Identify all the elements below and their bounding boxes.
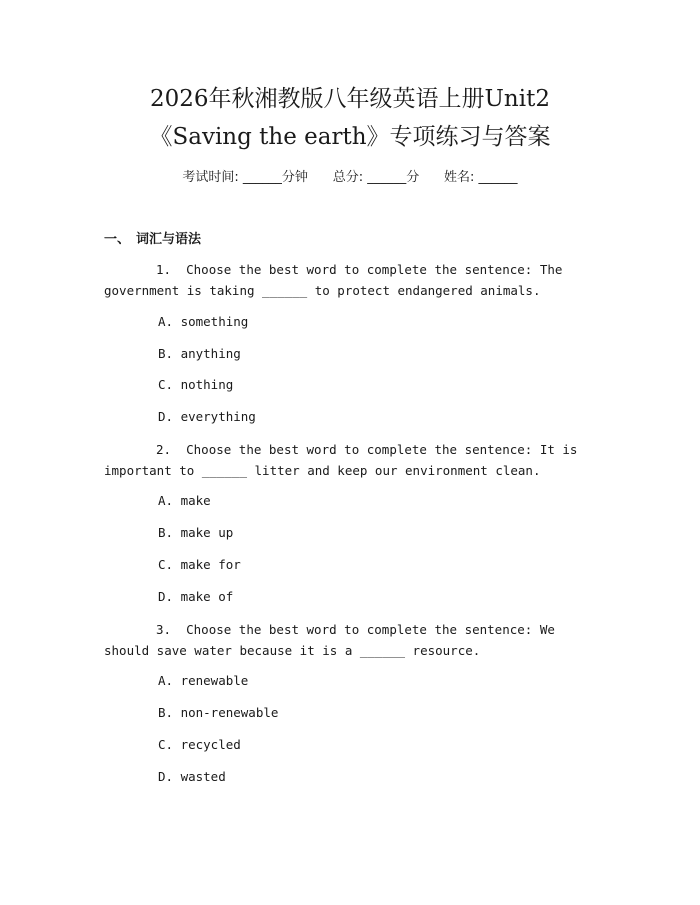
option-3d: D. wasted (158, 769, 226, 784)
option-2a: A. make (158, 493, 211, 508)
option-1a: A. something (158, 314, 249, 329)
section-heading (104, 230, 201, 250)
page-title-line-2: 《Saving the earth》专项练习与答案 (149, 124, 551, 150)
question-text: Choose the best word to complete the sentence: It is important to ______ litter and keep our environment clean. (104, 442, 578, 478)
question-number: 3. (156, 622, 172, 637)
option-1d: D. everything (158, 409, 256, 424)
option-2d: D. make of (158, 589, 234, 604)
question-2 (104, 439, 604, 481)
option-3b: B. non-renewable (158, 705, 279, 720)
section-title: 词汇与语法 (136, 232, 202, 247)
question-1 (104, 259, 604, 301)
option-3c: C. recycled (158, 737, 241, 752)
question-text: Choose the best word to complete the sentence: We should save water because it is a ______ resource. (104, 622, 555, 658)
question-text: Choose the best word to complete the sentence: The government is taking ______ to protect endangered animals. (104, 262, 563, 298)
option-2b: B. make up (158, 525, 234, 540)
section-number: 一、 (104, 232, 131, 247)
total-score-label: 总分: ______分 (332, 170, 420, 185)
option-3a: A. renewable (158, 673, 249, 688)
option-1b: B. anything (158, 346, 241, 361)
exam-info (0, 168, 700, 188)
page-title-line-1: 2026年秋湘教版八年级英语上册Unit2 (150, 86, 550, 112)
question-3 (104, 619, 604, 661)
question-number: 2. (156, 442, 172, 457)
option-1c: C. nothing (158, 377, 234, 392)
question-number: 1. (156, 262, 172, 277)
option-2c: C. make for (158, 557, 241, 572)
exam-time-label: 考试时间: ______分钟 (182, 170, 308, 185)
student-name-label: 姓名: ______ (444, 170, 518, 185)
